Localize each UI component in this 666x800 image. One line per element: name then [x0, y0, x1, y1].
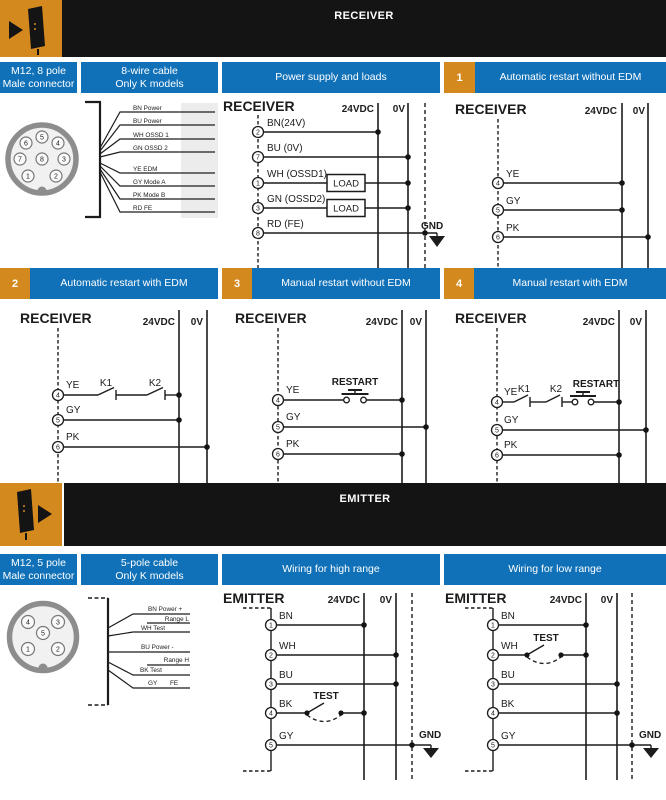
pins [253, 127, 264, 239]
header-8wire-line2: Only K models [115, 77, 184, 90]
svg-text:YE: YE [506, 169, 520, 180]
header-power-supply [222, 62, 440, 93]
svg-text:BU: BU [501, 670, 515, 681]
header-auto-restart-edm: Automatic restart with EDM [30, 268, 218, 299]
svg-text:TEST: TEST [313, 691, 339, 702]
svg-text:3: 3 [256, 205, 260, 213]
svg-text:24VDC: 24VDC [549, 595, 582, 606]
svg-text:RECEIVER: RECEIVER [455, 310, 527, 326]
header-manual-restart-edm: Manual restart with EDM [474, 268, 666, 299]
svg-text:RESTART: RESTART [331, 377, 379, 388]
diagram-high-range [222, 588, 445, 800]
connector-keying-notch [38, 187, 47, 196]
svg-text:GND: GND [421, 221, 444, 232]
svg-text:WH: WH [501, 641, 518, 652]
svg-text:5: 5 [495, 427, 499, 435]
receiver-banner-title: RECEIVER [334, 10, 394, 22]
svg-text:3: 3 [491, 681, 495, 689]
svg-text:24VDC: 24VDC [584, 106, 617, 117]
svg-text:GND: GND [639, 730, 662, 741]
svg-text:0V: 0V [190, 317, 203, 328]
svg-text:24VDC: 24VDC [341, 104, 374, 115]
svg-text:1: 1 [491, 622, 495, 630]
svg-text:RD FE: RD FE [133, 205, 153, 212]
svg-text:5: 5 [491, 742, 495, 750]
svg-text:24VDC: 24VDC [365, 317, 398, 328]
svg-text:BN(24V): BN(24V) [267, 118, 306, 129]
svg-text:4: 4 [276, 397, 280, 405]
svg-text:0V: 0V [632, 106, 645, 117]
svg-text:BU: BU [279, 670, 293, 681]
svg-text:BU Power -: BU Power - [141, 644, 174, 651]
svg-text:BK Test: BK Test [140, 667, 162, 674]
svg-text:6: 6 [56, 444, 60, 452]
header-m12-8pole-line2: Male connector [2, 77, 75, 90]
svg-text:GY: GY [501, 731, 516, 742]
svg-text:K2: K2 [549, 384, 563, 395]
svg-text:PK: PK [286, 439, 300, 450]
svg-text:4: 4 [495, 399, 499, 407]
svg-text:3: 3 [62, 156, 66, 164]
svg-text:WH OSSD 1: WH OSSD 1 [133, 132, 169, 139]
connector-keying-notch [39, 664, 48, 673]
test-switch-arc [307, 715, 341, 722]
svg-text:GY: GY [148, 680, 158, 687]
wires [277, 625, 432, 748]
svg-text:6: 6 [495, 452, 499, 460]
header-manual-restart-no-edm: Manual restart without EDM [252, 268, 440, 299]
svg-text:GY: GY [504, 415, 519, 426]
test-switch-arc [527, 657, 561, 664]
svg-text:7: 7 [256, 154, 260, 162]
emitter-icon-box [0, 483, 62, 546]
svg-text:YE: YE [504, 387, 518, 398]
power-supply-diagram [222, 95, 445, 268]
pins [53, 390, 64, 453]
svg-text:0V: 0V [392, 104, 405, 115]
svg-text:RECEIVER: RECEIVER [20, 310, 92, 326]
svg-text:RD (FE): RD (FE) [267, 219, 304, 230]
wires-and-contacts [64, 388, 208, 448]
ground-symbol [423, 748, 439, 758]
svg-text:YE: YE [66, 380, 80, 391]
header-wiring-low-range: Wiring for low range [444, 554, 666, 585]
header-number-3: 3 [222, 268, 252, 299]
m12-5pole-connector-drawing [5, 595, 81, 687]
header-number-4: 4 [444, 268, 474, 299]
svg-text:24VDC: 24VDC [327, 595, 360, 606]
m12-8pole-connector-drawing [5, 112, 81, 212]
diagram-1-auto-restart-no-edm [445, 95, 666, 268]
wires [499, 625, 652, 748]
header-m12-8pole-line1: M12, 8 pole [11, 64, 66, 77]
emitter-banner [64, 483, 666, 546]
header-wiring-high-range: Wiring for high range [222, 554, 440, 585]
svg-text:24VDC: 24VDC [142, 317, 175, 328]
svg-text:BK: BK [501, 699, 515, 710]
svg-text:0V: 0V [409, 317, 422, 328]
svg-text:1: 1 [269, 622, 273, 630]
svg-text:Range L: Range L [164, 616, 189, 623]
svg-text:GY: GY [286, 412, 301, 423]
pins [273, 395, 284, 460]
emitter-banner-title: EMITTER [339, 493, 391, 505]
svg-text:8: 8 [40, 156, 44, 164]
svg-text:K2: K2 [148, 378, 162, 389]
svg-text:PK Mode B: PK Mode B [133, 192, 166, 199]
svg-text:4: 4 [496, 180, 500, 188]
svg-text:K1: K1 [517, 384, 531, 395]
svg-text:PK: PK [504, 440, 518, 451]
svg-text:2: 2 [269, 652, 273, 660]
diagram-2-auto-restart-edm [0, 300, 218, 483]
svg-text:8: 8 [256, 230, 260, 238]
svg-text:24VDC: 24VDC [582, 317, 615, 328]
header-5pole-cable: 5-pole cable Only K models [81, 554, 218, 585]
restart-pushbutton [342, 390, 369, 403]
svg-text:0V: 0V [600, 595, 613, 606]
svg-text:GND: GND [419, 730, 442, 741]
cable-bracket [85, 102, 100, 217]
header-m12-8pole [0, 62, 77, 93]
header-auto-restart-no-edm [475, 62, 666, 93]
svg-text:WH Test: WH Test [141, 625, 166, 632]
receiver-banner [62, 0, 666, 57]
cable-wire-labels [133, 105, 169, 212]
svg-text:WH: WH [279, 641, 296, 652]
svg-text:BU Power: BU Power [133, 118, 162, 125]
svg-text:6: 6 [496, 234, 500, 242]
diagram-3-manual-restart-no-edm [222, 300, 440, 483]
svg-text:GY: GY [66, 405, 81, 416]
svg-text:GY Mode A: GY Mode A [133, 179, 166, 186]
svg-text:4: 4 [26, 619, 30, 627]
svg-text:BN Power +: BN Power + [148, 606, 183, 613]
5pole-cable-drawing [85, 590, 218, 715]
svg-text:2: 2 [256, 129, 260, 137]
svg-text:PK: PK [66, 432, 80, 443]
header-m12-5pole: M12, 5 pole Male connector [0, 554, 77, 585]
header-power-supply-label: Power supply and loads [275, 71, 387, 83]
svg-text:1: 1 [26, 646, 30, 654]
pins [492, 397, 503, 461]
restart-pushbutton [570, 392, 596, 405]
svg-text:K1: K1 [99, 378, 113, 389]
svg-text:2: 2 [54, 173, 58, 181]
svg-text:PK: PK [506, 223, 520, 234]
svg-text:GN (OSSD2): GN (OSSD2) [267, 194, 326, 205]
svg-text:FE: FE [170, 680, 179, 687]
svg-text:4: 4 [56, 392, 60, 400]
svg-text:3: 3 [56, 619, 60, 627]
svg-text:EMITTER: EMITTER [445, 590, 507, 606]
svg-text:6: 6 [24, 140, 28, 148]
svg-text:LOAD: LOAD [333, 203, 359, 215]
svg-text:5: 5 [41, 630, 45, 638]
svg-text:GY: GY [279, 731, 294, 742]
svg-text:RECEIVER: RECEIVER [455, 101, 527, 117]
svg-text:2: 2 [491, 652, 495, 660]
header-auto-restart-no-edm-label: Automatic restart without EDM [499, 71, 642, 83]
svg-text:3: 3 [269, 681, 273, 689]
svg-text:YE: YE [286, 385, 300, 396]
svg-text:Range H: Range H [163, 657, 189, 664]
wires [284, 400, 427, 454]
svg-text:TEST: TEST [533, 633, 559, 644]
svg-text:WH (OSSD1): WH (OSSD1) [267, 169, 327, 180]
header-number-1: 1 [444, 62, 475, 93]
emitter-device-icon [0, 483, 62, 546]
pins [493, 178, 504, 243]
ground-symbol [429, 236, 445, 247]
svg-text:LOAD: LOAD [333, 178, 359, 190]
svg-text:RECEIVER: RECEIVER [235, 310, 307, 326]
wire-labels [267, 118, 327, 230]
svg-text:BN: BN [279, 611, 293, 622]
svg-text:0V: 0V [629, 317, 642, 328]
svg-text:1: 1 [256, 180, 260, 188]
ground-symbol [643, 748, 659, 758]
svg-text:4: 4 [491, 710, 495, 718]
svg-text:BN: BN [501, 611, 515, 622]
receiver-device-icon [0, 0, 62, 57]
header-number-2: 2 [0, 268, 30, 299]
diagram-4-manual-restart-edm [444, 300, 666, 483]
svg-text:7: 7 [18, 156, 22, 164]
svg-text:6: 6 [276, 451, 280, 459]
svg-text:0V: 0V [379, 595, 392, 606]
8wire-cable-drawing [85, 95, 218, 268]
svg-text:RECEIVER: RECEIVER [223, 98, 295, 114]
svg-text:5: 5 [269, 742, 273, 750]
svg-text:EMITTER: EMITTER [223, 590, 285, 606]
svg-text:BU (0V): BU (0V) [267, 143, 303, 154]
svg-text:4: 4 [56, 140, 60, 148]
svg-text:GY: GY [506, 196, 521, 207]
svg-text:GN OSSD 2: GN OSSD 2 [133, 145, 168, 152]
svg-text:BN Power: BN Power [133, 105, 162, 112]
svg-text:5: 5 [276, 424, 280, 432]
header-8wire-cable [81, 62, 218, 93]
svg-text:5: 5 [56, 417, 60, 425]
wires [504, 183, 649, 237]
diagram-low-range [444, 588, 666, 800]
svg-text:5: 5 [40, 134, 44, 142]
svg-text:1: 1 [26, 173, 30, 181]
svg-text:BK: BK [279, 699, 293, 710]
svg-text:YE EDM: YE EDM [133, 166, 158, 173]
svg-text:4: 4 [269, 710, 273, 718]
svg-text:RESTART: RESTART [572, 379, 620, 390]
receiver-icon-box [0, 0, 62, 57]
header-8wire-line1: 8-wire cable [121, 64, 178, 77]
svg-text:5: 5 [496, 207, 500, 215]
svg-text:2: 2 [56, 646, 60, 654]
